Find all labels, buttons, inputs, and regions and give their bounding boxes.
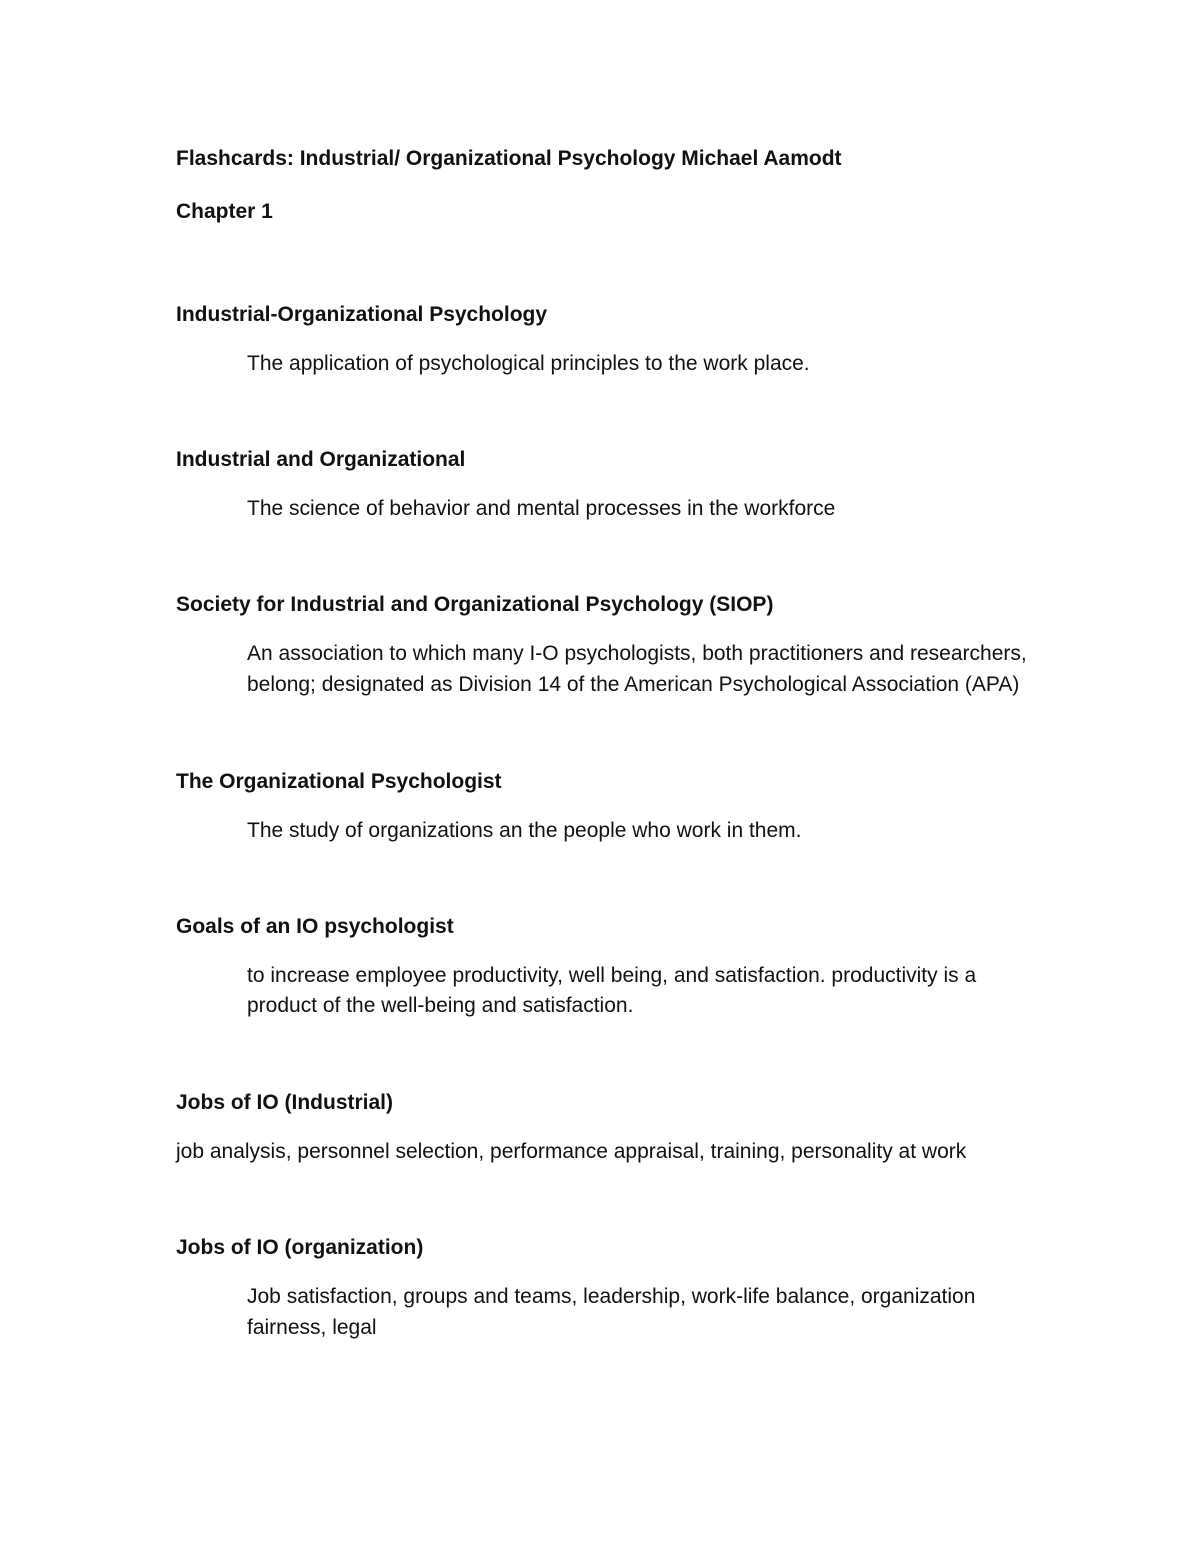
card-definition: The application of psychological principles to the work place.	[247, 352, 810, 375]
card-definition: Job satisfaction, groups and teams, leadership, work-life balance, organization	[247, 1285, 976, 1308]
card-definition: An association to which many I-O psychologists, both practitioners and researchers,	[247, 642, 1027, 665]
card-definition: The science of behavior and mental processes in the workforce	[247, 497, 836, 520]
card-term: Industrial and Organizational	[176, 448, 466, 471]
card-term: Goals of an IO psychologist	[176, 915, 454, 938]
card-definition: fairness, legal	[247, 1316, 377, 1339]
card-definition: belong; designated as Division 14 of the American Psychological Association (APA)	[247, 673, 1020, 696]
card-definition: The study of organizations an the people who work in them.	[247, 819, 802, 842]
document-title: Flashcards: Industrial/ Organizational Psychology Michael Aamodt	[176, 147, 842, 170]
card-term: Society for Industrial and Organizational Psychology (SIOP)	[176, 593, 774, 616]
card-term: Industrial-Organizational Psychology	[176, 303, 548, 326]
chapter-heading: Chapter 1	[176, 200, 273, 223]
card-term: Jobs of IO (Industrial)	[176, 1091, 394, 1114]
card-definition: product of the well-being and satisfaction.	[247, 994, 634, 1017]
card-definition: job analysis, personnel selection, performance appraisal, training, personality at work	[176, 1140, 967, 1163]
card-term: The Organizational Psychologist	[176, 770, 502, 793]
card-term: Jobs of IO (organization)	[176, 1236, 424, 1259]
card-definition: to increase employee productivity, well being, and satisfaction. productivity is a	[247, 964, 977, 987]
